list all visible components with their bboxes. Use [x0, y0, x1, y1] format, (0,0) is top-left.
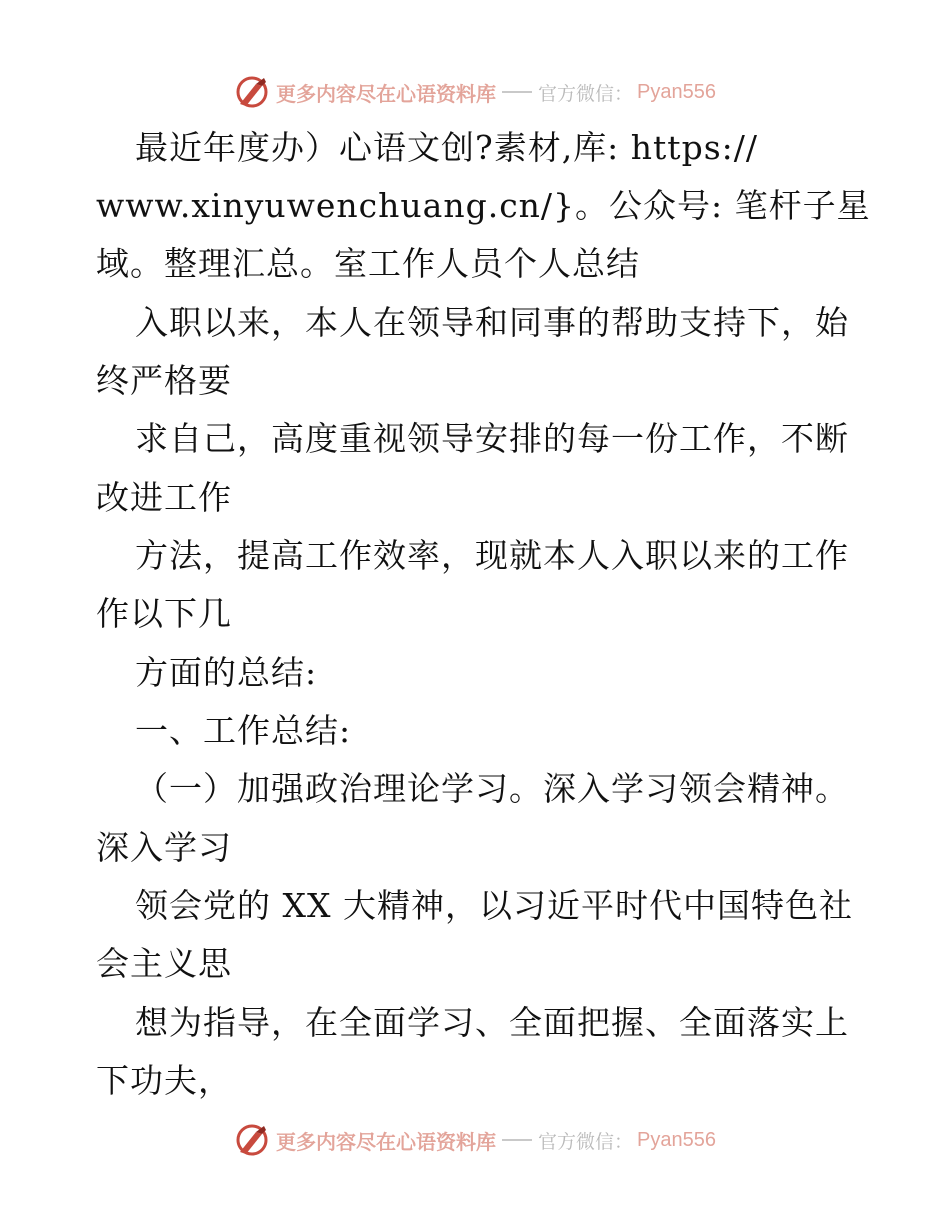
- footer-site-text: 更多内容尽在心语资料库: [276, 1129, 496, 1154]
- text-line: 方法，提高工作效率，现就本人入职以来的工作: [135, 536, 849, 575]
- header-banner: [0, 72, 950, 112]
- pen-logo-icon: [234, 1122, 270, 1158]
- header-wechat-id: Pyan556: [637, 80, 716, 103]
- footer-wechat-label: 官方微信：: [538, 1130, 634, 1153]
- text-line: 入职以来，本人在领导和同事的帮助支持下，始: [135, 303, 849, 342]
- text-line: 想为指导，在全面学习、全面把握、全面落实上: [135, 1003, 849, 1042]
- text-line: 一、工作总结:: [135, 711, 352, 750]
- footer-banner: [0, 1120, 950, 1160]
- header-divider: [502, 91, 532, 93]
- pen-logo-icon: [234, 74, 270, 110]
- text-line: 领会党的 XX 大精神，以习近平时代中国特色社: [135, 886, 853, 925]
- text-line: 深入学习: [96, 828, 232, 867]
- text-line: 最近年度办）心语文创?素材,库: https://: [135, 128, 758, 167]
- text-line: 域。整理汇总。室工作人员个人总结: [96, 244, 640, 283]
- text-line: 求自己，高度重视领导安排的每一份工作，不断: [135, 419, 849, 458]
- text-line: 会主义思: [96, 944, 232, 983]
- header-site-text: 更多内容尽在心语资料库: [276, 81, 496, 106]
- text-line: 方面的总结:: [135, 653, 318, 692]
- text-line: 下功夫，: [96, 1061, 232, 1100]
- text-line: www.xinyuwenchuang.cn/}。公众号: 笔杆子星: [96, 186, 871, 225]
- header-wechat-label: 官方微信：: [538, 82, 634, 105]
- footer-wechat-id: Pyan556: [637, 1128, 716, 1151]
- footer-divider: [502, 1139, 532, 1141]
- text-line: 改进工作: [96, 478, 232, 517]
- text-line: （一）加强政治理论学习。深入学习领会精神。: [135, 769, 849, 808]
- text-line: 终严格要: [96, 361, 232, 400]
- text-line: 作以下几: [96, 594, 232, 633]
